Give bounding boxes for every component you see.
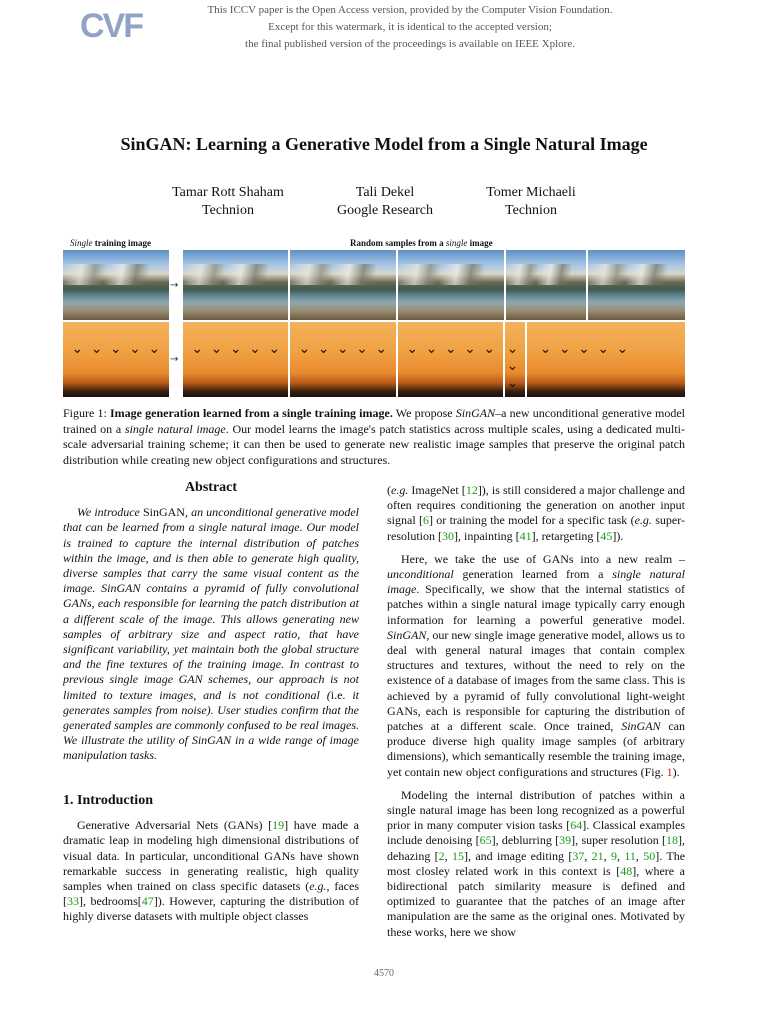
author-1 — [138, 184, 318, 220]
introduction-text: Generative Adversarial Nets (GANs) [19] have made a dramatic leap in modeling high dimensional distributions of visual data. In particular, unconditional GANs have shown remarkable success in generating realistic, high quality samples when trained on class specific datasets (e.g., faces [33], bedrooms[47]). However, capturing the distribution of highly diverse datasets with multiple object classes — [63, 818, 359, 924]
author-name: Tomer Michaeli — [486, 185, 576, 200]
sample-image-mountains — [290, 250, 396, 320]
abstract-heading: Abstract — [184, 480, 238, 495]
sample-image-mountains — [506, 250, 586, 320]
sample-image-birds — [290, 322, 396, 397]
arrow-icon: → — [170, 354, 179, 365]
paragraph: (e.g. ImageNet [12]), is still considered a major challenge and often requires conditioning the generation on another input signal [6] or training the model for a specific task (e.g. super-resolution [30], inpainting [41], retargeting [45]). — [387, 483, 685, 543]
sample-image-birds-wide — [527, 322, 685, 397]
figure-label-samples: Random samples from a single image — [350, 238, 493, 248]
sample-image-mountains — [588, 250, 685, 320]
watermark-line-1: This ICCV paper is the Open Access version, provided by the Computer Vision Foundation. — [207, 4, 613, 16]
abstract-text: We introduce SinGAN, an unconditional generative model that can be learned from a single natural image. Our model is trained to capture the internal distribution of patches within the image, and is then able to generate high quality, diverse samples that carry the same visual content as the image. SinGAN contains a pyramid of fully convolutional GANs, each responsible for learning the patch distribution at a different scale of the image. This allows generating new samples of arbitrary size and aspect ratio, that have significant variability, yet maintain both the global structure and the fine textures of the training image. In contrast to previous single image GAN schemes, our approach is not limited to texture images, and is not conditional (i.e. it generates samples from noise). User studies confirm that the generated samples are commonly confused to be real images. We illustrate the utility of SinGAN in a wide range of image manipulation tasks. — [63, 505, 360, 763]
author-affiliation: Technion — [202, 203, 254, 218]
paragraph: Modeling the internal distribution of patches within a single natural image has been long recognized as a powerful prior in many computer vision tasks [64]. Classical examples include denoising [65], deblurring [39], super resolution [18], dehazing [2, 15], and image editing [37, 21, 9, 11, 50]. The most closley related work in this context is [48], where a bidirectional patch similarity measure is defined and optimized to guarantee that the patches of an image after manipulation are the same as the original ones. Motivated by these works, here we show — [387, 787, 686, 939]
page-number: 4570 — [374, 968, 394, 979]
abstract-section — [63, 480, 359, 764]
paper-title: SinGAN: Learning a Generative Model from a Single Natural Image — [120, 134, 648, 154]
introduction-section — [63, 793, 359, 925]
figure-caption: Figure 1: Image generation learned from a single training image. We propose SinGAN–a new unconditional generative model trained on a single natural image. Our model learns the image's patch statistics across multiple scales, using a dedicated multi-scale adversarial training scheme; it can then be used to generate new realistic image samples that preserve the original patch distribution while creating new object configurations and structures. — [63, 406, 685, 467]
sample-image-birds — [183, 322, 288, 397]
sample-image-mountains — [398, 250, 504, 320]
figure-label-training: Single training image — [70, 238, 151, 248]
training-image-mountains — [63, 250, 169, 320]
sample-image-birds-narrow — [505, 322, 525, 397]
author-name: Tamar Rott Shaham — [172, 185, 284, 200]
watermark-line-2: Except for this watermark, it is identical to the accepted version; — [268, 21, 552, 33]
author-name: Tali Dekel — [355, 185, 415, 200]
introduction-heading: 1. Introduction — [63, 793, 153, 808]
sample-image-mountains — [183, 250, 288, 320]
cvf-logo: CVF — [80, 7, 142, 45]
paragraph: Here, we take the use of GANs into a new realm – unconditional generation learned from a single natural image. Specifically, we show that the internal statistics of patches within a single natural image typically carry enough information for learning a powerful generative model. SinGAN, our new single image generative model, allows us to deal with general natural images that contain complex structures and textures, without the need to rely on the existence of a database of images from the same class. This is achieved by a pyramid of fully convolutional light-weight GANs, each is responsible for capturing the distribution of patches at a different scale. Once trained, SinGAN can produce diverse high quality image samples (of arbitrary dimensions), which semantically resemble the training image, yet contain new object configurations and structures (Fig. 1). — [387, 551, 685, 779]
author-3 — [441, 184, 621, 220]
open-access-watermark — [150, 2, 670, 53]
author-affiliation: Technion — [505, 203, 557, 218]
author-affiliation: Google Research — [336, 203, 434, 218]
right-column — [387, 483, 685, 940]
training-image-birds — [63, 322, 169, 397]
sample-image-birds — [398, 322, 503, 397]
arrow-icon: → — [170, 280, 179, 291]
watermark-line-3: the final published version of the proceedings is available on IEEE Xplore. — [245, 38, 575, 50]
